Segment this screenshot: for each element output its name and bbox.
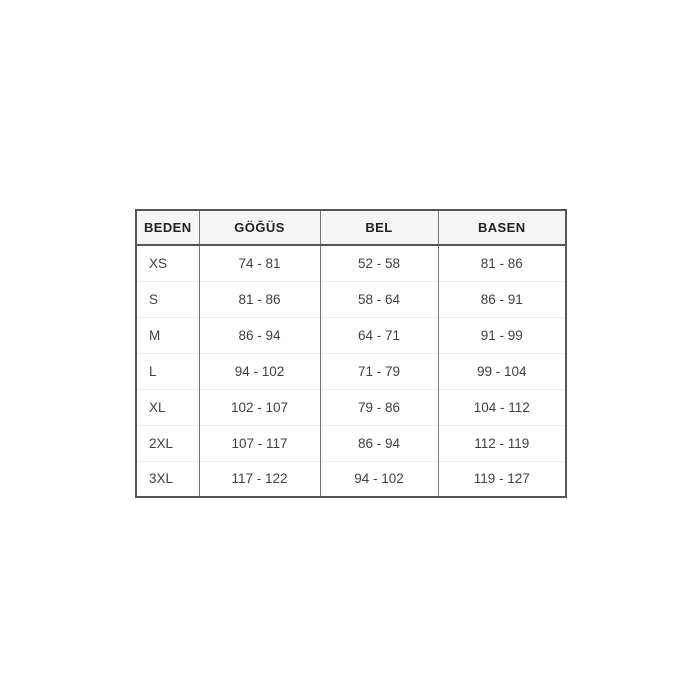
hip-range: 81 - 86 <box>438 245 566 281</box>
size-chart-table <box>135 209 567 498</box>
size-label: S <box>136 281 199 317</box>
table-row-xl <box>136 389 566 425</box>
waist-range: 79 - 86 <box>320 389 438 425</box>
table-row-xs <box>136 245 566 281</box>
header-row <box>136 210 566 245</box>
column-header-bel: BEL <box>320 210 438 245</box>
column-header-gogus: GÖĞÜS <box>199 210 320 245</box>
table-row-3xl <box>136 461 566 497</box>
size-chart-header <box>136 210 566 245</box>
hip-range: 119 - 127 <box>438 461 566 497</box>
column-header-beden: BEDEN <box>136 210 199 245</box>
size-label: XS <box>136 245 199 281</box>
chest-range: 94 - 102 <box>199 353 320 389</box>
table-row-m <box>136 317 566 353</box>
chest-range: 81 - 86 <box>199 281 320 317</box>
hip-range: 99 - 104 <box>438 353 566 389</box>
size-label: L <box>136 353 199 389</box>
chest-range: 74 - 81 <box>199 245 320 281</box>
waist-range: 94 - 102 <box>320 461 438 497</box>
chest-range: 107 - 117 <box>199 425 320 461</box>
table-row-2xl <box>136 425 566 461</box>
size-chart-body <box>136 245 566 497</box>
waist-range: 58 - 64 <box>320 281 438 317</box>
hip-range: 104 - 112 <box>438 389 566 425</box>
size-label: 3XL <box>136 461 199 497</box>
column-header-basen: BASEN <box>438 210 566 245</box>
hip-range: 86 - 91 <box>438 281 566 317</box>
hip-range: 91 - 99 <box>438 317 566 353</box>
waist-range: 52 - 58 <box>320 245 438 281</box>
chest-range: 117 - 122 <box>199 461 320 497</box>
hip-range: 112 - 119 <box>438 425 566 461</box>
waist-range: 86 - 94 <box>320 425 438 461</box>
chest-range: 86 - 94 <box>199 317 320 353</box>
size-label: M <box>136 317 199 353</box>
waist-range: 64 - 71 <box>320 317 438 353</box>
table-row-l <box>136 353 566 389</box>
waist-range: 71 - 79 <box>320 353 438 389</box>
chest-range: 102 - 107 <box>199 389 320 425</box>
size-label: XL <box>136 389 199 425</box>
table-row-s <box>136 281 566 317</box>
size-label: 2XL <box>136 425 199 461</box>
